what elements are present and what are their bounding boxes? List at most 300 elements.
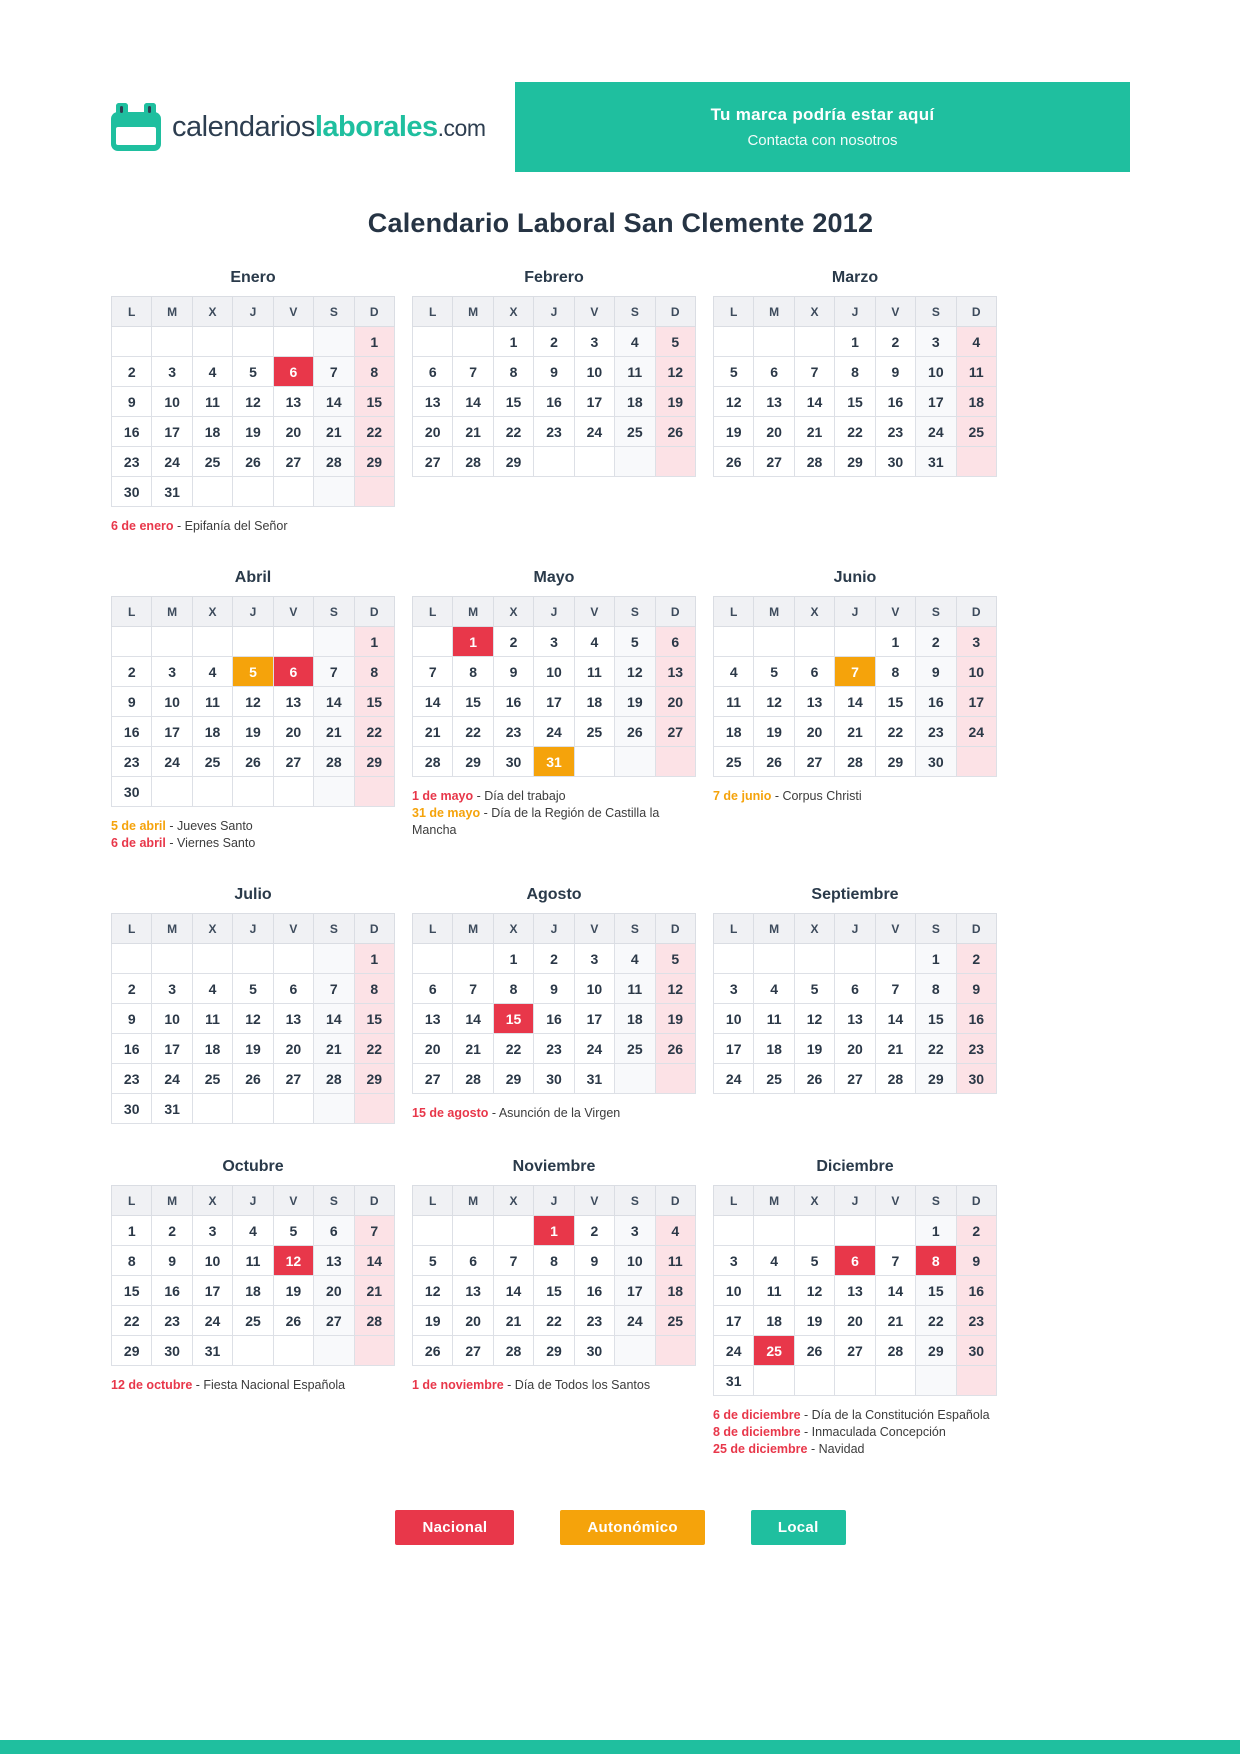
day-cell: 8 (354, 974, 394, 1004)
day-cell: 30 (956, 1064, 996, 1094)
day-cell: 8 (493, 357, 533, 387)
weekday-header: V (574, 597, 614, 627)
day-cell: 13 (273, 387, 313, 417)
month-octubre (111, 1158, 395, 1394)
weekday-header: D (655, 297, 695, 327)
month-table (713, 913, 997, 1094)
weekday-header: L (112, 1186, 152, 1216)
weekday-header: S (314, 297, 354, 327)
week-row (112, 1246, 395, 1276)
week-row (714, 747, 997, 777)
day-cell: 10 (152, 687, 192, 717)
day-cell: 15 (916, 1004, 956, 1034)
holiday-note-desc: - Asunción de la Virgen (488, 1106, 621, 1120)
week-row (714, 327, 997, 357)
day-cell: 26 (655, 417, 695, 447)
empty-cell (314, 477, 354, 507)
weekday-header: L (413, 1186, 453, 1216)
week-row (413, 1276, 696, 1306)
week-row (714, 387, 997, 417)
empty-cell (956, 1366, 996, 1396)
empty-cell (192, 477, 232, 507)
footer-bar (0, 1740, 1240, 1754)
week-row (413, 1004, 696, 1034)
day-cell: 15 (835, 387, 875, 417)
day-cell: 24 (152, 447, 192, 477)
week-row (714, 1216, 997, 1246)
month-julio (111, 886, 395, 1124)
weekday-header-row (714, 597, 997, 627)
day-cell: 3 (152, 357, 192, 387)
holiday-note-date: 31 de mayo (412, 806, 481, 820)
empty-cell (714, 327, 754, 357)
weekday-header-row (112, 297, 395, 327)
month-marzo (713, 269, 997, 477)
day-cell: 1 (354, 944, 394, 974)
day-cell: 15 (354, 387, 394, 417)
day-cell: 29 (112, 1336, 152, 1366)
month-table (412, 596, 696, 777)
day-cell: 30 (875, 447, 915, 477)
day-cell: 9 (534, 357, 574, 387)
weekday-header: J (534, 1186, 574, 1216)
day-cell: 15 (493, 387, 533, 417)
day-cell: 10 (916, 357, 956, 387)
calendar-icon (111, 103, 161, 151)
day-cell: 13 (413, 387, 453, 417)
month-table (111, 1185, 395, 1366)
legend-nacional-button[interactable]: Nacional (395, 1510, 514, 1545)
day-cell: 26 (273, 1306, 313, 1336)
day-cell: 14 (794, 387, 834, 417)
day-cell: 30 (112, 777, 152, 807)
day-cell: 29 (354, 747, 394, 777)
month-table (412, 1185, 696, 1366)
week-row (112, 1276, 395, 1306)
day-cell-holiday: 6 (273, 357, 313, 387)
weekday-header: J (835, 597, 875, 627)
day-cell: 19 (233, 717, 273, 747)
day-cell: 3 (534, 627, 574, 657)
day-cell: 30 (916, 747, 956, 777)
day-cell: 2 (534, 327, 574, 357)
day-cell: 9 (112, 1004, 152, 1034)
day-cell: 28 (453, 447, 493, 477)
day-cell: 12 (714, 387, 754, 417)
empty-cell (192, 1094, 232, 1124)
day-cell: 27 (754, 447, 794, 477)
weekday-header: V (875, 297, 915, 327)
day-cell: 21 (875, 1034, 915, 1064)
week-row (714, 447, 997, 477)
day-cell: 28 (493, 1336, 533, 1366)
day-cell: 19 (754, 717, 794, 747)
month-noviembre (412, 1158, 696, 1394)
day-cell: 31 (152, 477, 192, 507)
day-cell: 19 (273, 1276, 313, 1306)
day-cell: 8 (875, 657, 915, 687)
holiday-note-date: 7 de junio (713, 789, 772, 803)
empty-cell (192, 944, 232, 974)
day-cell: 20 (794, 717, 834, 747)
day-cell: 29 (493, 1064, 533, 1094)
day-cell: 18 (714, 717, 754, 747)
day-cell: 2 (574, 1216, 614, 1246)
empty-cell (273, 777, 313, 807)
weekday-header: L (112, 914, 152, 944)
day-cell: 22 (112, 1306, 152, 1336)
empty-cell (152, 777, 192, 807)
day-cell: 14 (875, 1276, 915, 1306)
day-cell: 19 (233, 417, 273, 447)
month-notes (412, 1377, 696, 1394)
week-row (413, 327, 696, 357)
day-cell: 29 (534, 1336, 574, 1366)
months-grid (111, 269, 1130, 1458)
day-cell: 24 (574, 1034, 614, 1064)
day-cell: 4 (192, 657, 232, 687)
day-cell: 15 (875, 687, 915, 717)
weekday-header-row (112, 914, 395, 944)
page-title: Calendario Laboral San Clemente 2012 (367, 208, 874, 238)
day-cell: 3 (152, 974, 192, 1004)
empty-cell (655, 1336, 695, 1366)
day-cell: 9 (574, 1246, 614, 1276)
day-cell: 28 (835, 747, 875, 777)
week-row (413, 974, 696, 1004)
day-cell: 21 (794, 417, 834, 447)
holiday-note-desc: - Día del trabajo (473, 789, 566, 803)
month-table (412, 296, 696, 477)
week-row (714, 974, 997, 1004)
day-cell: 25 (655, 1306, 695, 1336)
weekday-header: L (413, 914, 453, 944)
day-cell: 5 (233, 974, 273, 1004)
weekday-header: X (794, 1186, 834, 1216)
month-notes (713, 788, 997, 805)
week-row (413, 1336, 696, 1366)
weekday-header: J (835, 297, 875, 327)
logo-text-secondary: laborales (314, 110, 438, 143)
day-cell: 19 (794, 1306, 834, 1336)
day-cell-holiday: 15 (493, 1004, 533, 1034)
day-cell: 12 (615, 657, 655, 687)
day-cell: 8 (354, 657, 394, 687)
day-cell: 24 (956, 717, 996, 747)
day-cell: 16 (112, 717, 152, 747)
logo-text-suffix: .com (437, 114, 486, 141)
month-enero (111, 269, 395, 535)
day-cell: 14 (493, 1276, 533, 1306)
weekday-header: D (354, 914, 394, 944)
day-cell: 26 (233, 447, 273, 477)
week-row (112, 357, 395, 387)
day-cell: 30 (574, 1336, 614, 1366)
week-row (714, 417, 997, 447)
empty-cell (875, 1216, 915, 1246)
week-row (714, 717, 997, 747)
empty-cell (754, 627, 794, 657)
weekday-header: M (754, 914, 794, 944)
day-cell: 15 (112, 1276, 152, 1306)
day-cell: 6 (413, 974, 453, 1004)
day-cell: 7 (493, 1246, 533, 1276)
day-cell: 5 (714, 357, 754, 387)
day-cell: 3 (192, 1216, 232, 1246)
day-cell: 10 (534, 657, 574, 687)
day-cell: 8 (112, 1246, 152, 1276)
day-cell: 6 (273, 974, 313, 1004)
empty-cell (574, 747, 614, 777)
empty-cell (273, 944, 313, 974)
day-cell: 4 (233, 1216, 273, 1246)
empty-cell (233, 944, 273, 974)
holiday-note-date: 6 de diciembre (713, 1408, 801, 1422)
empty-cell (314, 1336, 354, 1366)
day-cell: 15 (354, 1004, 394, 1034)
day-cell: 6 (835, 974, 875, 1004)
weekday-header: D (354, 1186, 394, 1216)
day-cell: 30 (112, 1094, 152, 1124)
weekday-header: V (574, 1186, 614, 1216)
legend-local-button[interactable]: Local (751, 1510, 846, 1545)
month-notes (412, 788, 696, 839)
day-cell: 19 (233, 1034, 273, 1064)
empty-cell (314, 944, 354, 974)
day-cell: 18 (192, 717, 232, 747)
holiday-note (412, 1105, 696, 1122)
week-row (112, 1336, 395, 1366)
empty-cell (835, 1366, 875, 1396)
day-cell: 13 (413, 1004, 453, 1034)
day-cell: 13 (273, 687, 313, 717)
day-cell: 30 (112, 477, 152, 507)
weekday-header: X (794, 297, 834, 327)
day-cell: 7 (314, 657, 354, 687)
day-cell: 28 (413, 747, 453, 777)
day-cell: 9 (493, 657, 533, 687)
empty-cell (233, 1336, 273, 1366)
month-junio (713, 569, 997, 805)
day-cell: 13 (754, 387, 794, 417)
day-cell: 25 (192, 447, 232, 477)
empty-cell (273, 1094, 313, 1124)
holiday-note-desc: - Navidad (807, 1442, 865, 1456)
weekday-header: S (916, 1186, 956, 1216)
day-cell: 22 (534, 1306, 574, 1336)
day-cell: 3 (152, 657, 192, 687)
day-cell: 16 (493, 687, 533, 717)
day-cell: 12 (754, 687, 794, 717)
month-septiembre (713, 886, 997, 1094)
weekday-header: L (112, 597, 152, 627)
empty-cell (354, 1336, 394, 1366)
weekday-header: M (453, 1186, 493, 1216)
day-cell: 12 (655, 357, 695, 387)
weekday-header-row (714, 914, 997, 944)
ad-banner-contact-link[interactable]: Contacta con nosotros (747, 132, 898, 149)
day-cell: 17 (956, 687, 996, 717)
day-cell: 26 (615, 717, 655, 747)
day-cell: 29 (916, 1336, 956, 1366)
day-cell: 18 (574, 687, 614, 717)
day-cell: 13 (655, 657, 695, 687)
day-cell: 25 (574, 717, 614, 747)
month-table (412, 913, 696, 1094)
month-notes (713, 1407, 997, 1458)
day-cell: 1 (112, 1216, 152, 1246)
empty-cell (794, 1366, 834, 1396)
weekday-header: S (314, 1186, 354, 1216)
day-cell: 1 (875, 627, 915, 657)
empty-cell (875, 944, 915, 974)
day-cell: 10 (152, 1004, 192, 1034)
day-cell: 28 (314, 447, 354, 477)
weekday-header-row (413, 1186, 696, 1216)
empty-cell (714, 1216, 754, 1246)
day-cell: 19 (794, 1034, 834, 1064)
day-cell: 8 (354, 357, 394, 387)
week-row (413, 747, 696, 777)
ad-banner[interactable] (515, 82, 1130, 172)
day-cell: 2 (875, 327, 915, 357)
day-cell: 31 (916, 447, 956, 477)
holiday-note-desc: - Día de la Constitución Española (800, 1408, 990, 1422)
week-row (112, 417, 395, 447)
month-agosto (412, 886, 696, 1122)
holiday-note-date: 6 de abril (111, 836, 166, 850)
empty-cell (574, 447, 614, 477)
day-cell: 11 (192, 387, 232, 417)
weekday-header: S (615, 1186, 655, 1216)
empty-cell (794, 1216, 834, 1246)
day-cell: 5 (273, 1216, 313, 1246)
day-cell: 23 (534, 1034, 574, 1064)
empty-cell (615, 1064, 655, 1094)
day-cell: 14 (314, 687, 354, 717)
month-notes (111, 518, 395, 535)
empty-cell (314, 777, 354, 807)
day-cell: 30 (956, 1336, 996, 1366)
weekday-header: S (916, 914, 956, 944)
day-cell: 13 (314, 1246, 354, 1276)
day-cell: 23 (574, 1306, 614, 1336)
weekday-header: D (655, 914, 695, 944)
day-cell: 18 (615, 387, 655, 417)
holiday-note-date: 5 de abril (111, 819, 166, 833)
day-cell: 13 (835, 1004, 875, 1034)
day-cell: 23 (112, 447, 152, 477)
weekday-header: X (493, 1186, 533, 1216)
day-cell: 14 (875, 1004, 915, 1034)
day-cell: 24 (615, 1306, 655, 1336)
day-cell: 20 (754, 417, 794, 447)
empty-cell (233, 1094, 273, 1124)
day-cell: 1 (493, 327, 533, 357)
day-cell: 12 (794, 1276, 834, 1306)
month-table (111, 596, 395, 807)
empty-cell (413, 944, 453, 974)
weekday-header: M (152, 1186, 192, 1216)
holiday-note (713, 1441, 997, 1458)
day-cell: 18 (192, 1034, 232, 1064)
site-logo[interactable] (111, 103, 486, 151)
holiday-note (412, 805, 696, 839)
empty-cell (754, 1366, 794, 1396)
week-row (413, 1034, 696, 1064)
weekday-header: X (493, 914, 533, 944)
weekday-header: J (534, 914, 574, 944)
day-cell: 9 (956, 1246, 996, 1276)
weekday-header: V (875, 914, 915, 944)
day-cell: 9 (956, 974, 996, 1004)
empty-cell (835, 1216, 875, 1246)
day-cell: 19 (413, 1306, 453, 1336)
empty-cell (956, 447, 996, 477)
week-row (413, 387, 696, 417)
weekday-header: V (273, 914, 313, 944)
holiday-note (713, 1424, 997, 1441)
empty-cell (273, 477, 313, 507)
day-cell: 23 (112, 1064, 152, 1094)
holiday-note-desc: - Corpus Christi (771, 789, 862, 803)
empty-cell (655, 747, 695, 777)
day-cell: 2 (493, 627, 533, 657)
day-cell: 2 (916, 627, 956, 657)
week-row (413, 1246, 696, 1276)
weekday-header: D (655, 1186, 695, 1216)
holiday-note-date: 15 de agosto (412, 1106, 489, 1120)
day-cell: 21 (875, 1306, 915, 1336)
empty-cell (233, 627, 273, 657)
day-cell: 13 (453, 1276, 493, 1306)
day-cell: 26 (794, 1336, 834, 1366)
legend-autonomico-button[interactable]: Autonómico (560, 1510, 705, 1545)
empty-cell (754, 944, 794, 974)
month-table (111, 913, 395, 1124)
day-cell: 10 (152, 387, 192, 417)
month-notes (111, 818, 395, 852)
weekday-header: L (112, 297, 152, 327)
empty-cell (192, 627, 232, 657)
weekday-header: J (534, 297, 574, 327)
month-title: Febrero (524, 269, 584, 286)
day-cell: 8 (493, 974, 533, 1004)
weekday-header: D (956, 297, 996, 327)
day-cell: 31 (574, 1064, 614, 1094)
day-cell: 11 (192, 1004, 232, 1034)
weekday-header: V (273, 597, 313, 627)
day-cell: 27 (273, 1064, 313, 1094)
day-cell: 30 (534, 1064, 574, 1094)
month-title: Junio (833, 569, 877, 586)
week-row (112, 1004, 395, 1034)
month-notes (111, 1377, 395, 1394)
empty-cell (314, 327, 354, 357)
day-cell-holiday: 8 (916, 1246, 956, 1276)
empty-cell (714, 944, 754, 974)
day-cell: 31 (192, 1336, 232, 1366)
empty-cell (273, 1336, 313, 1366)
weekday-header-row (112, 1186, 395, 1216)
empty-cell (875, 1366, 915, 1396)
month-mayo (412, 569, 696, 839)
day-cell-holiday: 5 (233, 657, 273, 687)
day-cell: 22 (354, 717, 394, 747)
day-cell: 17 (714, 1034, 754, 1064)
weekday-header: M (754, 597, 794, 627)
day-cell: 3 (574, 327, 614, 357)
